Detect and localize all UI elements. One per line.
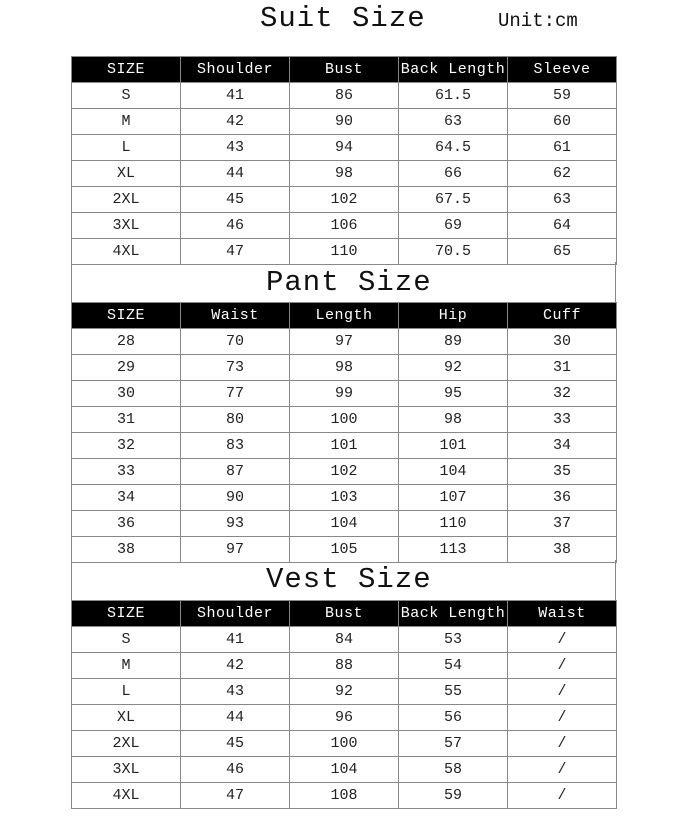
column-header: Sleeve (508, 57, 617, 83)
table-cell: 64.5 (399, 135, 508, 161)
table-cell: 33 (508, 407, 617, 433)
table-row (72, 161, 617, 187)
table-cell: 30 (508, 329, 617, 355)
table-cell: 99 (290, 381, 399, 407)
table-cell: 69 (399, 213, 508, 239)
table-cell: 58 (399, 757, 508, 783)
table-cell: 98 (399, 407, 508, 433)
column-header: Cuff (508, 303, 617, 329)
table-cell: 2XL (72, 731, 181, 757)
table-cell: 90 (290, 109, 399, 135)
table-header-row (72, 601, 617, 627)
column-header: SIZE (72, 601, 181, 627)
table-row (72, 213, 617, 239)
table-cell: 45 (181, 731, 290, 757)
table-cell: 93 (181, 511, 290, 537)
table-cell: 94 (290, 135, 399, 161)
table-row (72, 329, 617, 355)
table-cell: 43 (181, 679, 290, 705)
table-cell: / (508, 783, 617, 809)
table-cell: 108 (290, 783, 399, 809)
table-cell: 34 (72, 485, 181, 511)
table-cell: 32 (508, 381, 617, 407)
table-cell: 103 (290, 485, 399, 511)
table-row (72, 705, 617, 731)
table-cell: 98 (290, 355, 399, 381)
table-cell: 28 (72, 329, 181, 355)
table-cell: 97 (290, 329, 399, 355)
table-row (72, 83, 617, 109)
table-cell: 67.5 (399, 187, 508, 213)
table-cell: 65 (508, 239, 617, 265)
column-header: Bust (290, 601, 399, 627)
column-header: Shoulder (181, 601, 290, 627)
table-cell: 80 (181, 407, 290, 433)
table-row (72, 135, 617, 161)
table-cell: 86 (290, 83, 399, 109)
table-cell: 57 (399, 731, 508, 757)
table-cell: 100 (290, 731, 399, 757)
table-cell: 31 (508, 355, 617, 381)
table-row (72, 187, 617, 213)
table-cell: 55 (399, 679, 508, 705)
table-cell: 104 (399, 459, 508, 485)
table-cell: 3XL (72, 757, 181, 783)
table-cell: 92 (399, 355, 508, 381)
table-cell: 84 (290, 627, 399, 653)
table-cell: 53 (399, 627, 508, 653)
table-cell: 44 (181, 705, 290, 731)
table-cell: 46 (181, 757, 290, 783)
table-cell: S (72, 83, 181, 109)
vest-size-title: Vest Size (266, 563, 432, 596)
table-cell: 104 (290, 511, 399, 537)
column-header: SIZE (72, 57, 181, 83)
table-cell: 70 (181, 329, 290, 355)
table-cell: 30 (72, 381, 181, 407)
table-cell: XL (72, 705, 181, 731)
table-cell: 35 (508, 459, 617, 485)
table-cell: M (72, 109, 181, 135)
column-header: Back Length (399, 57, 508, 83)
table-row (72, 381, 617, 407)
table-cell: L (72, 135, 181, 161)
table-cell: 70.5 (399, 239, 508, 265)
table-cell: 106 (290, 213, 399, 239)
table-cell: 61.5 (399, 83, 508, 109)
table-cell: 105 (290, 537, 399, 563)
table-cell: 110 (290, 239, 399, 265)
table-cell: 4XL (72, 783, 181, 809)
table-cell: 73 (181, 355, 290, 381)
table-cell: 47 (181, 783, 290, 809)
table-cell: 101 (399, 433, 508, 459)
table-cell: 101 (290, 433, 399, 459)
table-cell: 47 (181, 239, 290, 265)
table-cell: 32 (72, 433, 181, 459)
table-cell: 46 (181, 213, 290, 239)
table-row (72, 537, 617, 563)
table-cell: 62 (508, 161, 617, 187)
table-cell: 29 (72, 355, 181, 381)
column-header: Back Length (399, 601, 508, 627)
table-cell: XL (72, 161, 181, 187)
table-row (72, 239, 617, 265)
column-header: Hip (399, 303, 508, 329)
table-cell: 98 (290, 161, 399, 187)
table-cell: 60 (508, 109, 617, 135)
table-cell: 92 (290, 679, 399, 705)
table-cell: S (72, 627, 181, 653)
table-row (72, 485, 617, 511)
table-cell: 42 (181, 653, 290, 679)
unit-label: Unit:cm (498, 10, 578, 32)
table-cell: 34 (508, 433, 617, 459)
table-cell: 31 (72, 407, 181, 433)
pant-size-table (71, 302, 617, 563)
table-cell: / (508, 679, 617, 705)
table-row (72, 653, 617, 679)
column-header: Waist (181, 303, 290, 329)
pant-size-title: Pant Size (266, 266, 432, 299)
table-cell: 102 (290, 459, 399, 485)
table-cell: 61 (508, 135, 617, 161)
table-cell: 45 (181, 187, 290, 213)
table-row (72, 679, 617, 705)
table-cell: 90 (181, 485, 290, 511)
table-cell: / (508, 731, 617, 757)
table-cell: 36 (72, 511, 181, 537)
column-header: Length (290, 303, 399, 329)
table-cell: 97 (181, 537, 290, 563)
table-header-row (72, 57, 617, 83)
table-cell: 37 (508, 511, 617, 537)
table-cell: / (508, 705, 617, 731)
table-cell: 59 (399, 783, 508, 809)
column-header: Shoulder (181, 57, 290, 83)
table-cell: 104 (290, 757, 399, 783)
table-cell: 56 (399, 705, 508, 731)
table-cell: 3XL (72, 213, 181, 239)
table-row (72, 757, 617, 783)
table-cell: 100 (290, 407, 399, 433)
table-cell: / (508, 757, 617, 783)
vest-size-table (71, 600, 617, 809)
table-row (72, 433, 617, 459)
table-cell: 66 (399, 161, 508, 187)
table-cell: 41 (181, 83, 290, 109)
table-row (72, 109, 617, 135)
table-row (72, 459, 617, 485)
table-cell: 43 (181, 135, 290, 161)
suit-size-title: Suit Size (260, 2, 426, 35)
table-row (72, 407, 617, 433)
table-cell: 41 (181, 627, 290, 653)
suit-size-table (71, 56, 617, 265)
table-cell: 4XL (72, 239, 181, 265)
table-cell: 77 (181, 381, 290, 407)
table-cell: 44 (181, 161, 290, 187)
table-row (72, 783, 617, 809)
table-cell: 113 (399, 537, 508, 563)
table-row (72, 511, 617, 537)
table-cell: 102 (290, 187, 399, 213)
table-cell: / (508, 653, 617, 679)
table-cell: 38 (508, 537, 617, 563)
table-cell: / (508, 627, 617, 653)
table-cell: M (72, 653, 181, 679)
table-row (72, 355, 617, 381)
table-cell: 89 (399, 329, 508, 355)
table-cell: 59 (508, 83, 617, 109)
table-cell: 110 (399, 511, 508, 537)
table-cell: 54 (399, 653, 508, 679)
table-cell: 2XL (72, 187, 181, 213)
table-row (72, 627, 617, 653)
column-header: SIZE (72, 303, 181, 329)
table-cell: 83 (181, 433, 290, 459)
table-cell: 96 (290, 705, 399, 731)
table-cell: L (72, 679, 181, 705)
table-cell: 95 (399, 381, 508, 407)
table-cell: 107 (399, 485, 508, 511)
table-cell: 88 (290, 653, 399, 679)
table-header-row (72, 303, 617, 329)
column-header: Bust (290, 57, 399, 83)
table-cell: 38 (72, 537, 181, 563)
table-row (72, 731, 617, 757)
table-cell: 36 (508, 485, 617, 511)
column-header: Waist (508, 601, 617, 627)
table-cell: 33 (72, 459, 181, 485)
table-cell: 42 (181, 109, 290, 135)
table-cell: 63 (399, 109, 508, 135)
table-cell: 64 (508, 213, 617, 239)
table-cell: 63 (508, 187, 617, 213)
table-cell: 87 (181, 459, 290, 485)
